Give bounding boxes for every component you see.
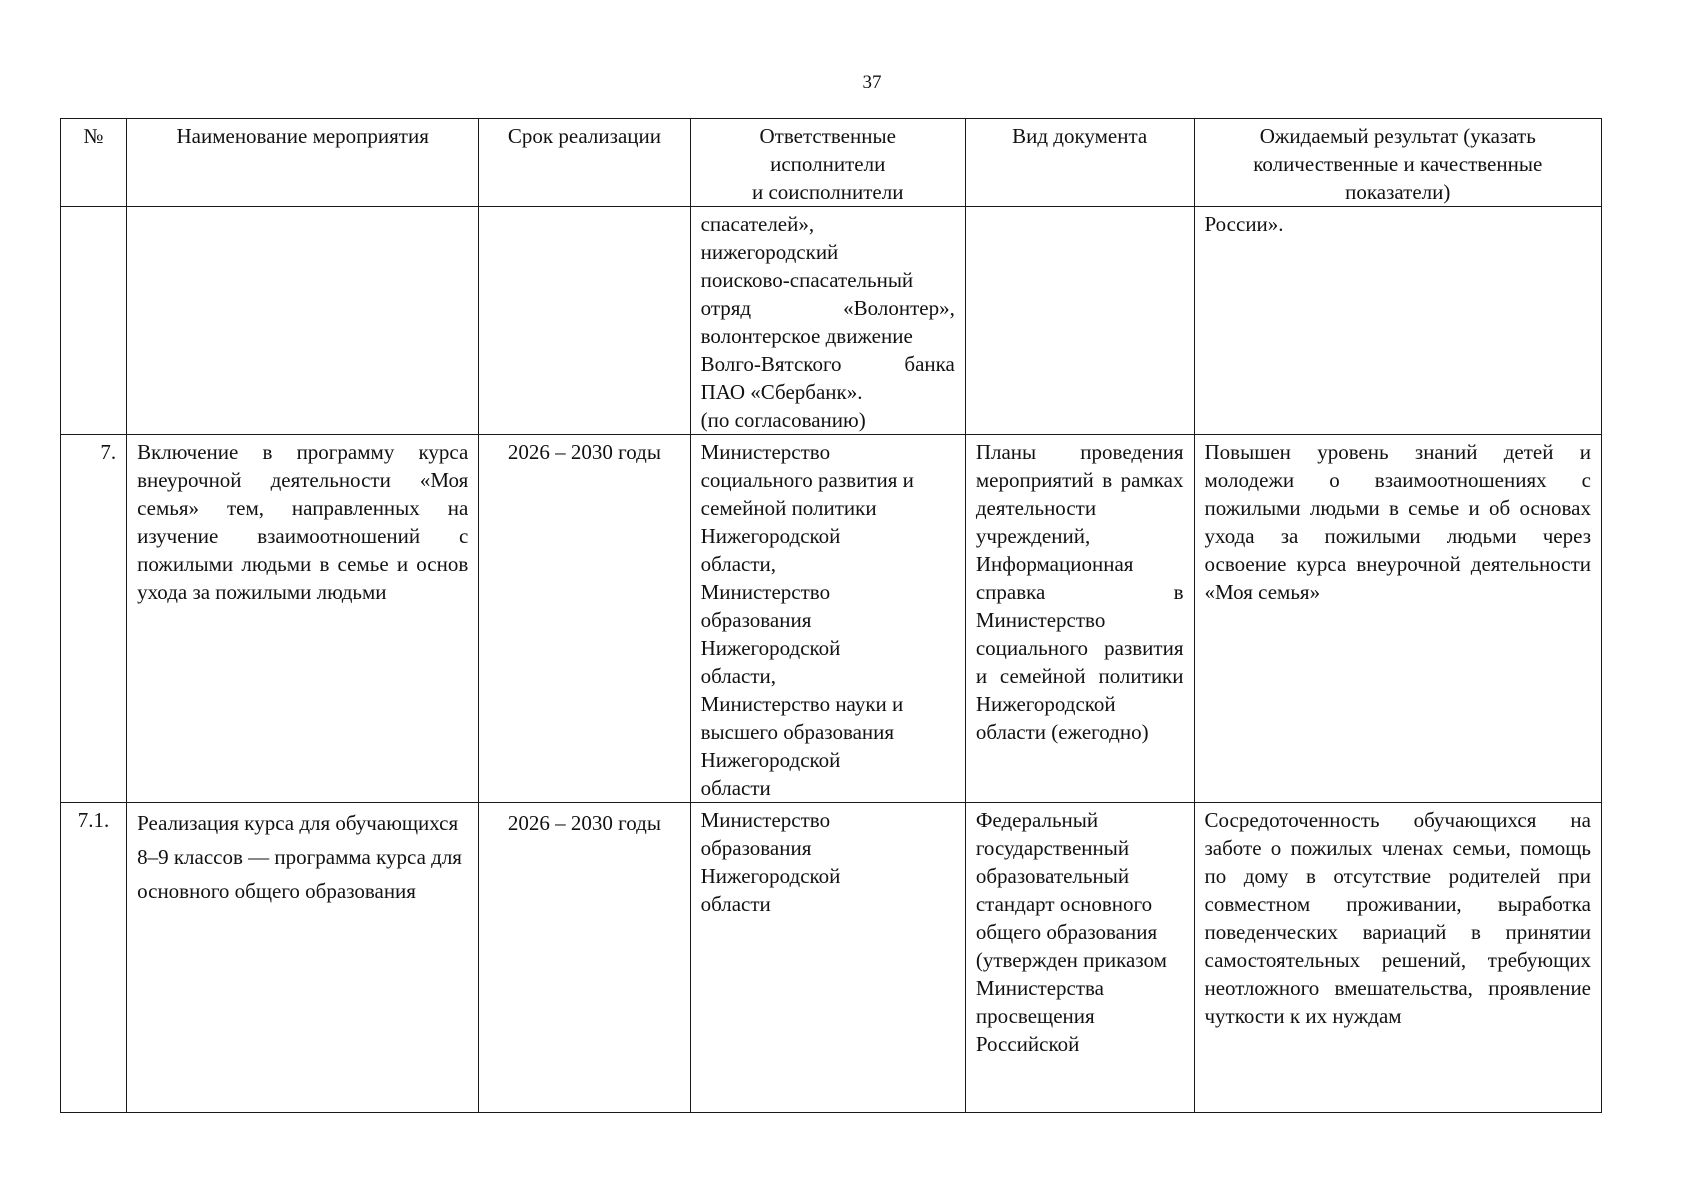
responsible-line: Министерство xyxy=(700,440,831,464)
header-document-type: Вид документа xyxy=(965,119,1194,207)
header-activity-name: Наименование мероприятия xyxy=(127,119,479,207)
table-row-7-1 xyxy=(61,803,1602,1113)
table-row-7 xyxy=(61,435,1602,803)
cell-activity-name xyxy=(127,207,479,435)
responsible-line: Министерство xyxy=(700,808,831,832)
responsible-line: Нижегородской xyxy=(700,524,841,548)
responsible-line: Нижегородской xyxy=(700,864,841,888)
page-number: 37 xyxy=(862,72,882,93)
responsible-line: спасателей», xyxy=(700,212,815,236)
cell-expected-result: России». xyxy=(1194,207,1602,435)
header-result-line: показатели) xyxy=(1345,180,1451,204)
table-header-row xyxy=(61,119,1602,207)
header-result-line: количественные и качественные xyxy=(1253,152,1543,176)
header-result-line: Ожидаемый результат (указать xyxy=(1259,124,1536,148)
responsible-line: ПАО «Сбербанк». xyxy=(700,380,863,404)
responsible-line: семейной политики xyxy=(700,496,877,520)
cell-number: 7. xyxy=(61,435,127,803)
header-term: Срок реализации xyxy=(479,119,690,207)
responsible-line: (по согласованию) xyxy=(700,408,866,432)
cell-activity-name: Включение в программу курса внеурочной деятельности «Моя семья» тем, направленных на изучение взаимоотношений с пожилыми людьми в семье и основ ухода за пожилыми людьми xyxy=(127,435,479,803)
responsible-line: области xyxy=(700,776,771,800)
responsible-line: отряд «Волонтер», xyxy=(700,296,955,320)
responsible-line: области xyxy=(700,892,771,916)
cell-responsible xyxy=(690,207,965,435)
responsible-line: высшего образования xyxy=(700,720,895,744)
responsible-line: нижегородский xyxy=(700,240,839,264)
responsible-line: Нижегородской xyxy=(700,748,841,772)
responsible-line: поисково-спасательный xyxy=(700,268,914,292)
header-responsible xyxy=(690,119,965,207)
cell-expected-result: Повышен уровень знаний детей и молодежи о взаимоотношениях с пожилыми людьми в семье и об основах ухода за пожилыми людьми через освоение курса внеурочной деятельности «Моя семья» xyxy=(1194,435,1602,803)
cell-activity-name: Реализация курса для обучающихся 8–9 классов — программа курса для основного общего образования xyxy=(127,803,479,1113)
cell-responsible xyxy=(690,435,965,803)
activities-table xyxy=(60,118,1602,1113)
cell-document-type: Планы проведения мероприятий в рамках деятельности учреждений, Информационная справка в Министерство социального развития и семейной политики Нижегородской области (ежегодно) xyxy=(965,435,1194,803)
responsible-line: Министерство науки и xyxy=(700,692,904,716)
responsible-line: социального развития и xyxy=(700,468,914,492)
responsible-line: Нижегородской xyxy=(700,636,841,660)
responsible-line: области, xyxy=(700,664,777,688)
table-row-continuation xyxy=(61,207,1602,435)
cell-number xyxy=(61,207,127,435)
responsible-line: образования xyxy=(700,608,812,632)
cell-expected-result: Сосредоточенность обучающихся на заботе о пожилых членах семьи, помощь по дому в отсутствие родителей при совместном проживании, выработка поведенческих вариаций в принятии самостоятельных решений, требующих неотложного вмешательства, проявление чуткости к их нуждам xyxy=(1194,803,1602,1113)
cell-document-type xyxy=(965,207,1194,435)
header-responsible-line: исполнители xyxy=(770,152,886,176)
cell-number: 7.1. xyxy=(61,803,127,1113)
header-expected-result xyxy=(1194,119,1602,207)
cell-document-type: Федеральный государственный образовательный стандарт основного общего образования (утвержден приказом Министерства просвещения Российской xyxy=(965,803,1194,1113)
responsible-line: волонтерское движение xyxy=(700,324,913,348)
responsible-line: Министерство xyxy=(700,580,831,604)
cell-term: 2026 – 2030 годы xyxy=(479,435,690,803)
responsible-line: образования xyxy=(700,836,812,860)
cell-term: 2026 – 2030 годы xyxy=(479,803,690,1113)
responsible-line: Волго-Вятского банка xyxy=(700,352,955,376)
header-number: № xyxy=(61,119,127,207)
header-responsible-line: Ответственные xyxy=(759,124,896,148)
cell-responsible xyxy=(690,803,965,1113)
cell-term xyxy=(479,207,690,435)
responsible-line: области, xyxy=(700,552,777,576)
header-responsible-line: и соисполнители xyxy=(751,180,904,204)
